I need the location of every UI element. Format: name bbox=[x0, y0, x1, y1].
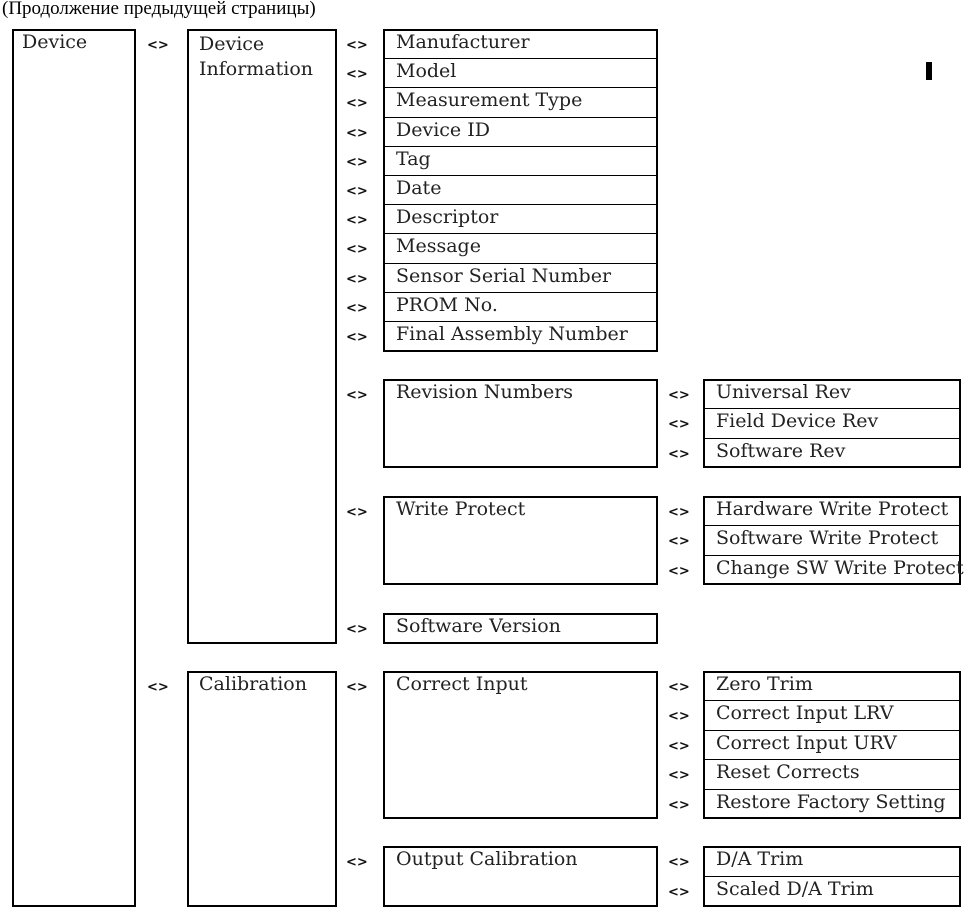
info-item: Manufacturer bbox=[396, 31, 530, 53]
revision-separator bbox=[703, 408, 961, 409]
correct-input-separator bbox=[703, 789, 961, 790]
calibration-box bbox=[187, 671, 337, 907]
info-item: Device ID bbox=[396, 118, 490, 141]
arrow-revision-numbers: <> bbox=[346, 388, 368, 403]
revision-arrow: <> bbox=[668, 446, 690, 462]
write-protect-separator bbox=[703, 555, 961, 556]
write-protect-arrow: <> bbox=[668, 505, 690, 520]
revision-item: Software Rev bbox=[716, 439, 846, 462]
correct-input-separator bbox=[703, 700, 961, 701]
info-separator bbox=[383, 87, 658, 88]
write-protect-arrow: <> bbox=[668, 534, 690, 550]
correct-input-item: Correct Input URV bbox=[716, 731, 897, 754]
info-separator bbox=[383, 263, 658, 264]
correct-input-arrow: <> bbox=[668, 768, 690, 784]
correct-input-item: Restore Factory Setting bbox=[716, 790, 946, 813]
arrow-software-version: <> bbox=[346, 622, 368, 637]
info-item: Descriptor bbox=[396, 206, 499, 229]
correct-input-separator bbox=[703, 759, 961, 760]
write-protect-label: Write Protect bbox=[396, 498, 526, 520]
info-separator bbox=[383, 204, 658, 205]
info-arrow: <> bbox=[346, 300, 368, 316]
info-arrow: <> bbox=[346, 67, 368, 83]
device-information-label: Device Information bbox=[199, 33, 314, 80]
output-calibration-label: Output Calibration bbox=[396, 848, 578, 870]
output-calibration-separator bbox=[703, 876, 961, 877]
info-item: Final Assembly Number bbox=[396, 323, 628, 345]
revision-item: Universal Rev bbox=[716, 381, 851, 403]
revision-item: Field Device Rev bbox=[716, 410, 879, 433]
info-separator bbox=[383, 58, 658, 59]
info-arrow: <> bbox=[346, 154, 368, 170]
info-arrow: <> bbox=[346, 330, 368, 345]
page-header: (Продолжение предыдущей страницы) bbox=[2, 0, 316, 19]
revision-arrow: <> bbox=[668, 388, 690, 403]
arrow-write-protect: <> bbox=[346, 505, 368, 520]
revision-separator bbox=[703, 438, 961, 439]
arrow-device-information: <> bbox=[147, 38, 169, 53]
output-calibration-item: Scaled D/A Trim bbox=[716, 877, 874, 900]
correct-input-item: Correct Input LRV bbox=[716, 702, 894, 725]
correct-input-arrow: <> bbox=[668, 709, 690, 725]
info-item: PROM No. bbox=[396, 293, 498, 316]
device-box bbox=[12, 29, 136, 907]
correct-input-label: Correct Input bbox=[396, 673, 528, 695]
output-calibration-arrow: <> bbox=[668, 855, 690, 870]
info-arrow: <> bbox=[346, 271, 368, 287]
correct-input-arrow: <> bbox=[668, 680, 690, 695]
info-item: Tag bbox=[396, 147, 431, 170]
info-item: Message bbox=[396, 235, 481, 258]
arrow-output-calibration: <> bbox=[346, 855, 368, 870]
write-protect-arrow: <> bbox=[668, 563, 690, 579]
info-arrow: <> bbox=[346, 38, 368, 53]
info-arrow: <> bbox=[346, 184, 368, 199]
output-calibration-item: D/A Trim bbox=[716, 848, 804, 870]
info-separator bbox=[383, 321, 658, 322]
revision-arrow: <> bbox=[668, 417, 690, 433]
write-protect-item: Software Write Protect bbox=[716, 527, 939, 550]
correct-input-separator bbox=[703, 730, 961, 731]
arrow-correct-input: <> bbox=[346, 680, 368, 695]
device-label: Device bbox=[22, 31, 88, 53]
revision-bar-mark bbox=[926, 62, 932, 80]
correct-input-item: Zero Trim bbox=[716, 673, 813, 695]
info-arrow: <> bbox=[346, 213, 368, 229]
write-protect-separator bbox=[703, 525, 961, 526]
write-protect-item: Hardware Write Protect bbox=[716, 498, 949, 520]
arrow-calibration: <> bbox=[147, 680, 169, 695]
info-arrow: <> bbox=[346, 96, 368, 112]
software-version-label: Software Version bbox=[396, 615, 561, 637]
info-item: Date bbox=[396, 177, 442, 199]
info-arrow: <> bbox=[346, 125, 368, 141]
revision-numbers-label: Revision Numbers bbox=[396, 381, 574, 403]
info-separator bbox=[383, 117, 658, 118]
info-separator bbox=[383, 175, 658, 176]
info-separator bbox=[383, 233, 658, 234]
correct-input-item: Reset Corrects bbox=[716, 761, 860, 784]
info-separator bbox=[383, 292, 658, 293]
output-calibration-arrow: <> bbox=[668, 884, 690, 900]
correct-input-arrow: <> bbox=[668, 738, 690, 754]
correct-input-arrow: <> bbox=[668, 797, 690, 813]
info-item: Model bbox=[396, 60, 457, 83]
device-information-box bbox=[187, 29, 337, 644]
info-arrow: <> bbox=[346, 242, 368, 258]
info-item: Sensor Serial Number bbox=[396, 264, 612, 287]
write-protect-item: Change SW Write Protect bbox=[716, 556, 964, 579]
calibration-label: Calibration bbox=[199, 673, 307, 695]
info-item: Measurement Type bbox=[396, 89, 583, 112]
info-separator bbox=[383, 146, 658, 147]
